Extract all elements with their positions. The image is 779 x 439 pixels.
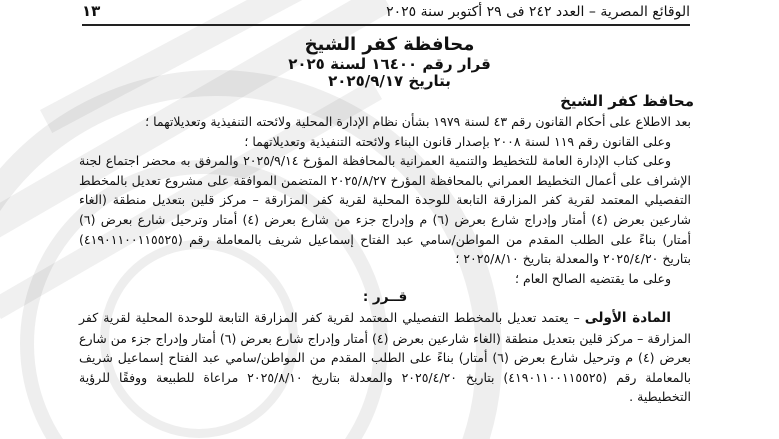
running-header [82,2,690,26]
preamble-paragraph: وعلى القانون رقم ١١٩ لسنة ٢٠٠٨ بإصدار قانون البناء ولائحته التنفيذية وتعديلاتهما ؛ [244,133,671,149]
decides-heading: قــرر : [362,289,408,306]
page-number: ١٣ [82,2,101,20]
preamble-paragraph: وعلى ما يقتضيه الصالح العام ؛ [515,270,671,286]
preamble-paragraph: وعلى كتاب الإدارة العامة للتخطيط والتنمية العمرانية بالمحافظة المؤرخ ٢٠٢٥/٩/١٤ والمرفق به محضر اجتماع لجنة الإشراف على أعمال التخطيط العمراني بالمحافظة المؤرخ ٢٠٢٥/٨/٢٧ المتضمن الموافقة على مشروع تعديل بالمخطط التفصيلي المعتمد لقرية كفر المزارقة التابعة للوحدة المحلية لقرية كفر المزارقة – مركز قلين بتعديل منطقة (الغاء شارعين بعرض (٤) أمتار وإدراج شارع بعرض (٦) م وإدراج جزء من شارع بعرض (٤) أمتار وترحيل شارع بعرض (٦) أمتار) بناءً على الطلب المقدم من المواطن/سامي عبد الفتاح إسماعيل شريف بالمعاملة رقم (٤١٩٠١١٠٠١١٥٥٢٥) بتاريخ ٢٠٢٥/٤/٢٠ والمعدلة بتاريخ ٢٠٢٥/٨/١٠ ؛ [79,153,692,267]
article-one-label: المادة الأولى [584,309,671,326]
decree-number: قرار رقم ١٦٤٠٠ لسنة ٢٠٢٥ [288,55,491,73]
article-one-text: – يعتمد تعديل بالمخطط التفصيلي المعتمد لقرية كفر المزارقة التابعة للوحدة المحلية لقرية كفر المزارقة – مركز قلين بتعديل منطقة (الغاء شارعين بعرض (٤) أمتار وإدراج شارع بعرض (٦) أمتار وإدراج جزء من شارع بعرض (٤) م وترحيل شارع بعرض (٦) أمتار) بناءً على الطلب المقدم من المواطن/سامي عبد الفتاح إسماعيل شريف بالمعاملة رقم (٤١٩٠١١٠٠١١٥٥٢٥) بتاريخ ٢٠٢٥/٤/٢٠ والمعدلة بتاريخ ٢٠٢٥/٨/١٠ مراعاة للطبيعة ووفقًا للرؤية التخطيطية . [79,309,692,405]
decree-date: بتاريخ ٢٠٢٥/٩/١٧ [328,72,451,90]
issuer-heading: محافظ كفر الشيخ [560,92,694,110]
decree-body [79,112,691,407]
preamble-paragraph: بعد الاطلاع على أحكام القانون رقم ٤٣ لسنة ١٩٧٩ بشأن نظام الإدارة المحلية ولائحته التنفيذية وتعديلاتهما ؛ [145,114,691,129]
article-one [79,308,691,407]
governorate-title: محافظة كفر الشيخ [304,34,475,55]
gazette-issue-title: الوقائع المصرية – العدد ٢٤٢ فى ٢٩ أكتوبر سنة ٢٠٢٥ [386,4,690,20]
